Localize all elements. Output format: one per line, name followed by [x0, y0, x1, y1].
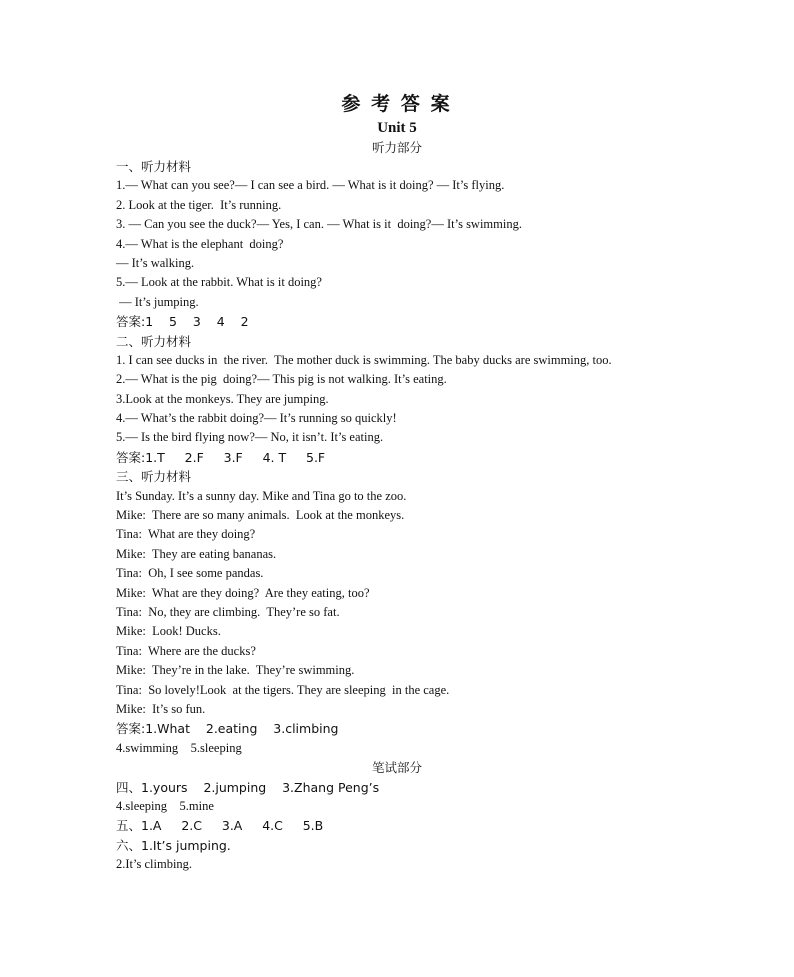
answer-line: 答案:1.What 2.eating 3.climbing — [116, 721, 339, 737]
answer-line: 答案:1.T 2.F 3.F 4. T 5.F — [116, 449, 326, 465]
dialogue-line: Tina: Where are the ducks? — [116, 643, 256, 658]
dialogue-line: Mike: There are so many animals. Look at the monkeys. — [116, 508, 405, 523]
answer-line: 答案:1 5 3 4 2 — [116, 314, 249, 330]
text-line: 3.Look at the monkeys. They are jumping. — [116, 391, 329, 406]
answer-line: 4.sleeping 5.mine — [116, 798, 214, 813]
text-line: 5.— Is the bird flying now?— No, it isn’t. It’s eating. — [116, 430, 384, 445]
answer-line: 2.It’s climbing. — [116, 857, 193, 872]
answer-line: 4.swimming 5.sleeping — [116, 740, 242, 755]
dialogue-line: Mike: They’re in the lake. They’re swimming. — [116, 663, 355, 678]
answer-line-part-6: 六、1.It’s jumping. — [116, 837, 231, 853]
text-line: — It’s jumping. — [116, 294, 199, 309]
dialogue-line: Tina: So lovely!Look at the tigers. They are sleeping in the cage. — [116, 682, 450, 697]
dialogue-line: Mike: Look! Ducks. — [116, 624, 221, 639]
heading-part-3: 三、听力材料 — [116, 469, 192, 485]
dialogue-line: Tina: Oh, I see some pandas. — [116, 566, 264, 581]
dialogue-line: Mike: They are eating bananas. — [116, 546, 277, 561]
dialogue-line: Tina: What are they doing? — [116, 527, 256, 542]
text-line: 1. I can see ducks in the river. The mother duck is swimming. The baby ducks are swimming, too. — [116, 352, 612, 367]
answer-body — [116, 157, 716, 874]
page-title: 参 考 答 案 — [341, 94, 453, 115]
text-line: 2. Look at the tiger. It’s running. — [116, 197, 282, 212]
dialogue-line: Mike: What are they doing? Are they eating, too? — [116, 585, 370, 600]
answer-line-part-5: 五、1.A 2.C 3.A 4.C 5.B — [116, 818, 324, 834]
dialogue-line: Mike: It’s so fun. — [116, 701, 206, 716]
heading-part-2: 二、听力材料 — [116, 333, 192, 349]
text-line: 4.— What is the elephant doing? — [116, 236, 284, 251]
dialogue-line: Tina: No, they are climbing. They’re so fat. — [116, 604, 340, 619]
text-line: 3. — Can you see the duck?— Yes, I can. — What is it doing?— It’s swimming. — [116, 217, 522, 232]
section-heading-written: 笔试部分 — [371, 760, 422, 776]
text-line: 4.— What’s the rabbit doing?— It’s running so quickly! — [116, 411, 397, 426]
text-line: It’s Sunday. It’s a sunny day. Mike and Tina go to the zoo. — [116, 488, 407, 503]
heading-part-1: 一、听力材料 — [116, 159, 192, 174]
answer-line-part-4: 四、1.yours 2.jumping 3.Zhang Peng’s — [116, 779, 380, 795]
unit-heading: Unit 5 — [377, 120, 417, 136]
text-line: 1.— What can you see?— I can see a bird. — What is it doing? — It’s flying. — [116, 178, 505, 193]
text-line: 2.— What is the pig doing?— This pig is not walking. It’s eating. — [116, 372, 447, 387]
section-heading-listening: 听力部分 — [371, 140, 422, 155]
text-line: — It’s walking. — [116, 255, 195, 270]
text-line: 5.— Look at the rabbit. What is it doing? — [116, 275, 322, 290]
